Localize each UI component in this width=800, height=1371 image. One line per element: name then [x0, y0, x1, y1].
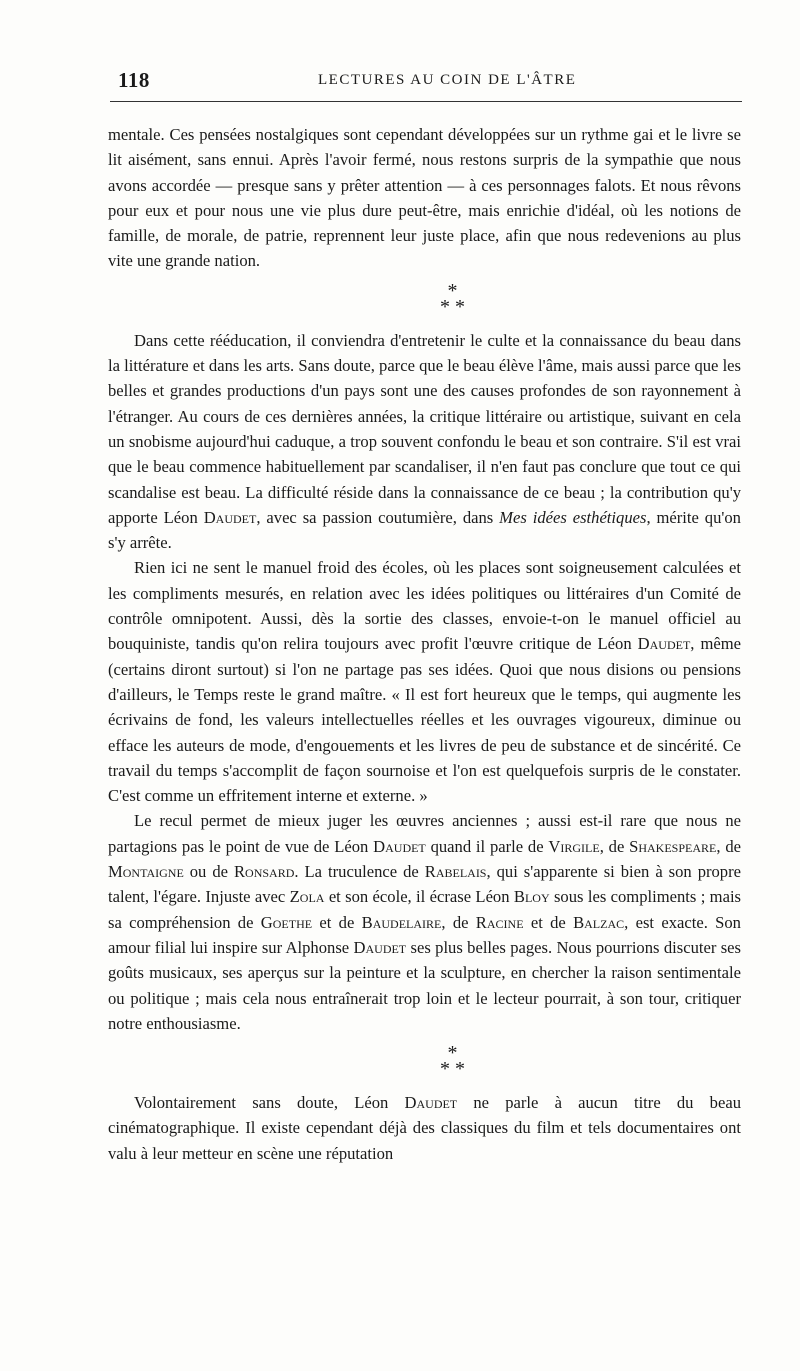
asterism-1: [108, 279, 741, 318]
paragraph-1: mentale. Ces pensées nostalgiques sont cependant développées sur un rythme gai et le livre se lit aisément, sans ennui. Après l'avoir fermé, nous restons surpris de la sympathie que nous avons accordée — presque sans y prêter attention — à ces personnages falots. Et nous rêvons pour eux et pour nous une vie plus dure peut-être, mais enrichie d'idéal, où les notions de famille, de morale, de patrie, reprennent leur juste place, afin que nous redevenions au plus vite une grande nation.: [108, 125, 741, 271]
asterism-top: *: [447, 279, 458, 302]
author-name: Daudet: [637, 634, 691, 654]
author-name: Daudet: [404, 1093, 458, 1113]
paragraph-3: Rien ici ne sent le manuel froid des écoles, où les places sont soigneusement calculées et les compliments mesurés, en relation avec les idées politiques ou littéraires d'un Comité de contrôle omnipotent. Aussi, dès la sortie des classes, envoie-t-on le manuel officiel au bouquiniste, tandis qu'on relira toujours avec profit l'œuvre critique de Léon Daudet, même (certains diront surtout) si l'on ne partage pas ses idées. Quoi que nous disions ou pensions d'ailleurs, le Temps reste le grand maître. « Il est fort heureux que le temps, qui augmente les écrivains de fond, les valeurs intellectuelles réelles et les ouvrages vigoureux, diminue ou efface les auteurs de mode, d'engouements et les livres de peu de substance et de sincérité. Ce travail du temps s'accomplit de façon sournoise et l'on est quelquefois surpris de le constater. C'est comme un effritement interne et externe. »: [108, 558, 741, 806]
paragraph-2: Dans cette rééducation, il conviendra d'entretenir le culte et la connaissance du beau dans la littérature et dans les arts. Sans doute, parce que le beau élève l'âme, mais aussi parce que les belles et grandes productions d'un pays sont une des causes profondes de son rayonnement à l'étranger. Au cours de ces dernières années, la critique littéraire ou artistique, suivant en cela un snobisme aujourd'hui caduque, a trop souvent confondu le beau et son contraire. S'il est vrai que le beau commence habituellement par scandaliser, il n'en faut pas conclure que tout ce qui scandalise est beau. La difficulté réside dans la connaissance de ce beau ; la contribution qu'y apporte Léon Daudet, avec sa passion coutumière, dans Mes idées esthétiques, mérite qu'on s'y arrête.: [108, 330, 741, 553]
body-text: [108, 122, 741, 1166]
running-head: LECTURES AU COIN DE L'ÂTRE: [318, 72, 577, 88]
asterism-top: *: [447, 1042, 458, 1065]
paragraph-5: Volontairement sans doute, Léon Daudet ne parle à aucun titre du beau cinématographique. Il existe cependant déjà des classiques du film et tels documentaires ont valu à leur metteur en scène une réputation: [108, 1093, 742, 1163]
page-header: [108, 66, 744, 100]
author-name: Daudet: [203, 507, 257, 527]
header-rule: [110, 101, 742, 102]
book-title: Mes idées esthétiques: [499, 507, 647, 527]
asterism-bottom: * *: [440, 295, 465, 318]
page-number: 118: [118, 68, 150, 92]
asterism-2: [108, 1042, 741, 1081]
asterism-bottom: * *: [440, 1058, 465, 1081]
paragraph-4: Le recul permet de mieux juger les œuvres anciennes ; aussi est-il rare que nous ne partagions pas le point de vue de Léon Daudet quand il parle de Virgile, de Shakespeare, de Montaigne ou de Ronsard. La truculence de Rabelais, qui s'apparente si bien à son propre talent, l'égare. Injuste avec Zola et son école, il écrase Léon Bloy sous les compliments ; mais sa compréhension de Goethe et de Baudelaire, de Racine et de Balzac, est exacte. Son amour filial lui inspire sur Alphonse Daudet ses plus belles pages. Nous pourrions discuter ses goûts musicaux, ses aperçus sur la peinture et la sculpture, en chercher la raison sentimentale ou politique ; mais cela nous entraînerait trop loin et le lecteur pourrait, à son tour, critiquer notre enthousiasme.: [108, 811, 742, 1033]
